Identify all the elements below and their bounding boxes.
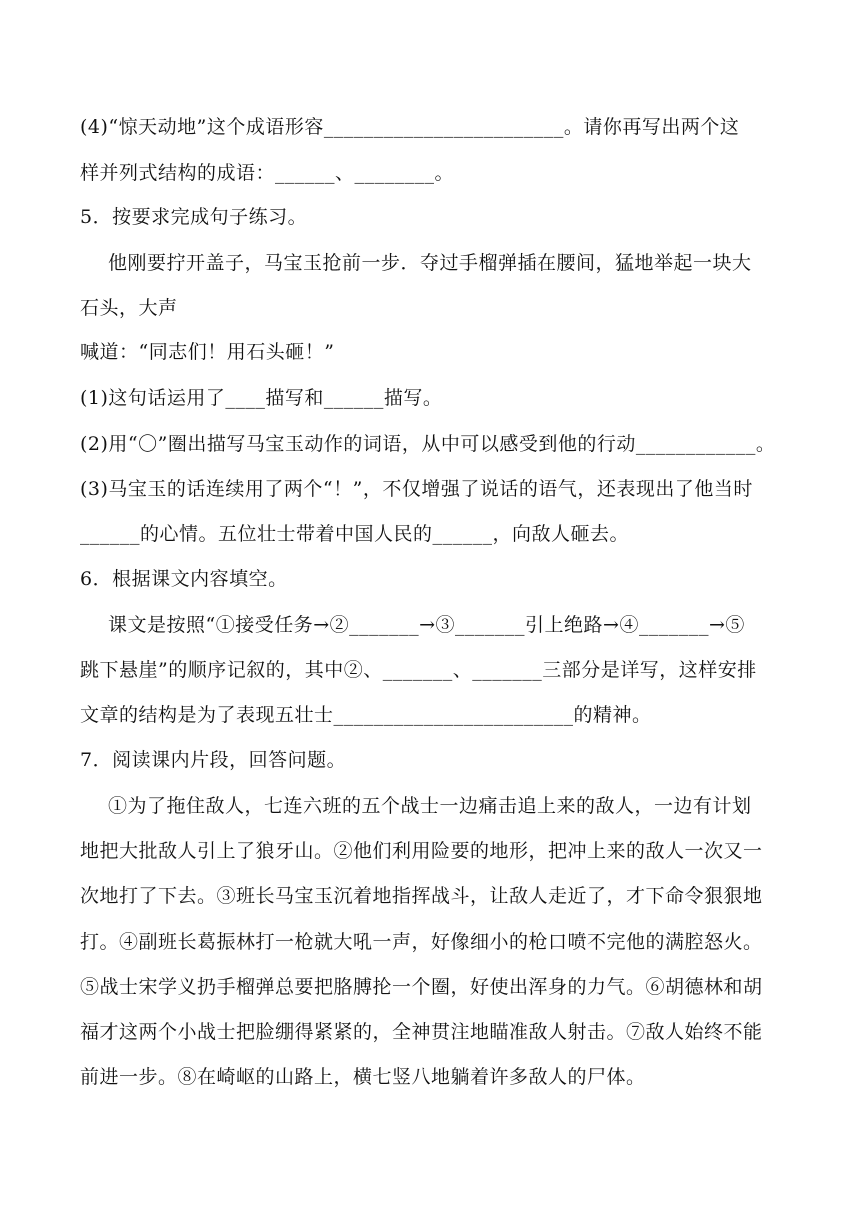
- q5-sub-3-line-2: ______的心情。五位壮士带着中国人民的______，向敌人砸去。: [80, 523, 630, 545]
- q6-heading: 6．根据课文内容填空。: [80, 568, 288, 590]
- q5-sub-1: (1)这句话运用了____描写和______描写。: [80, 387, 443, 409]
- q5-heading: 5．按要求完成句子练习。: [80, 206, 308, 228]
- passage-line-1: ①为了拖住敌人，七连六班的五个战士一边痛击追上来的敌人，一边有计划: [108, 795, 752, 817]
- q4-line-1: (4)“惊天动地”这个成语形容________________________。请你再写出两个这: [80, 116, 740, 138]
- q5-sentence-line-1: 他刚要拧开盖子，马宝玉抢前一步．夺过手榴弹插在腰间，猛地举起一块大: [108, 252, 752, 274]
- passage-line-2: 地把大批敌人引上了狼牙山。②他们利用险要的地形，把冲上来的敌人一次又一: [80, 840, 763, 862]
- passage-line-5: ⑤战士宋学义扔手榴弹总要把胳膊抡一个圈，好使出浑身的力气。⑥胡德林和胡: [80, 976, 763, 998]
- q5-sentence-line-3: 喊道：“同志们！用石头砸！”: [80, 341, 335, 363]
- q6-line-2: 跳下悬崖”的顺序记叙的，其中②、_______、_______三部分是详写，这样安排: [80, 659, 757, 681]
- q7-heading: 7．阅读课内片段，回答问题。: [80, 749, 347, 771]
- passage-line-4: 打。④副班长葛振林打一枪就大吼一声，好像细小的枪口喷不完他的满腔怒火。: [80, 931, 763, 953]
- q5-sentence-line-2: 石头，大声: [80, 297, 178, 319]
- passage-line-3: 次地打了下去。③班长马宝玉沉着地指挥战斗，让敌人走近了，才下命令狠狠地: [80, 885, 763, 907]
- q4-line-2: 样并列式结构的成语：______、________。: [80, 162, 455, 184]
- q5-sub-3-line-1: (3)马宝玉的话连续用了两个“！”，不仅增强了说话的语气，还表现出了他当时: [80, 478, 753, 500]
- q6-line-3: 文章的结构是为了表现五壮士________________________的精神。: [80, 704, 652, 726]
- q5-sub-2: (2)用“〇”圈出描写马宝玉动作的词语，从中可以感受到他的行动____________。: [80, 433, 776, 455]
- passage-line-6: 福才这两个小战士把脸绷得紧紧的，全神贯注地瞄准敌人射击。⑦敌人始终不能: [80, 1021, 763, 1043]
- q6-line-1: 课文是按照“①接受任务→②_______→③_______引上绝路→④_______→⑤: [108, 614, 745, 636]
- passage-line-7: 前进一步。⑧在崎岖的山路上，横七竖八地躺着许多敌人的尸体。: [80, 1066, 646, 1088]
